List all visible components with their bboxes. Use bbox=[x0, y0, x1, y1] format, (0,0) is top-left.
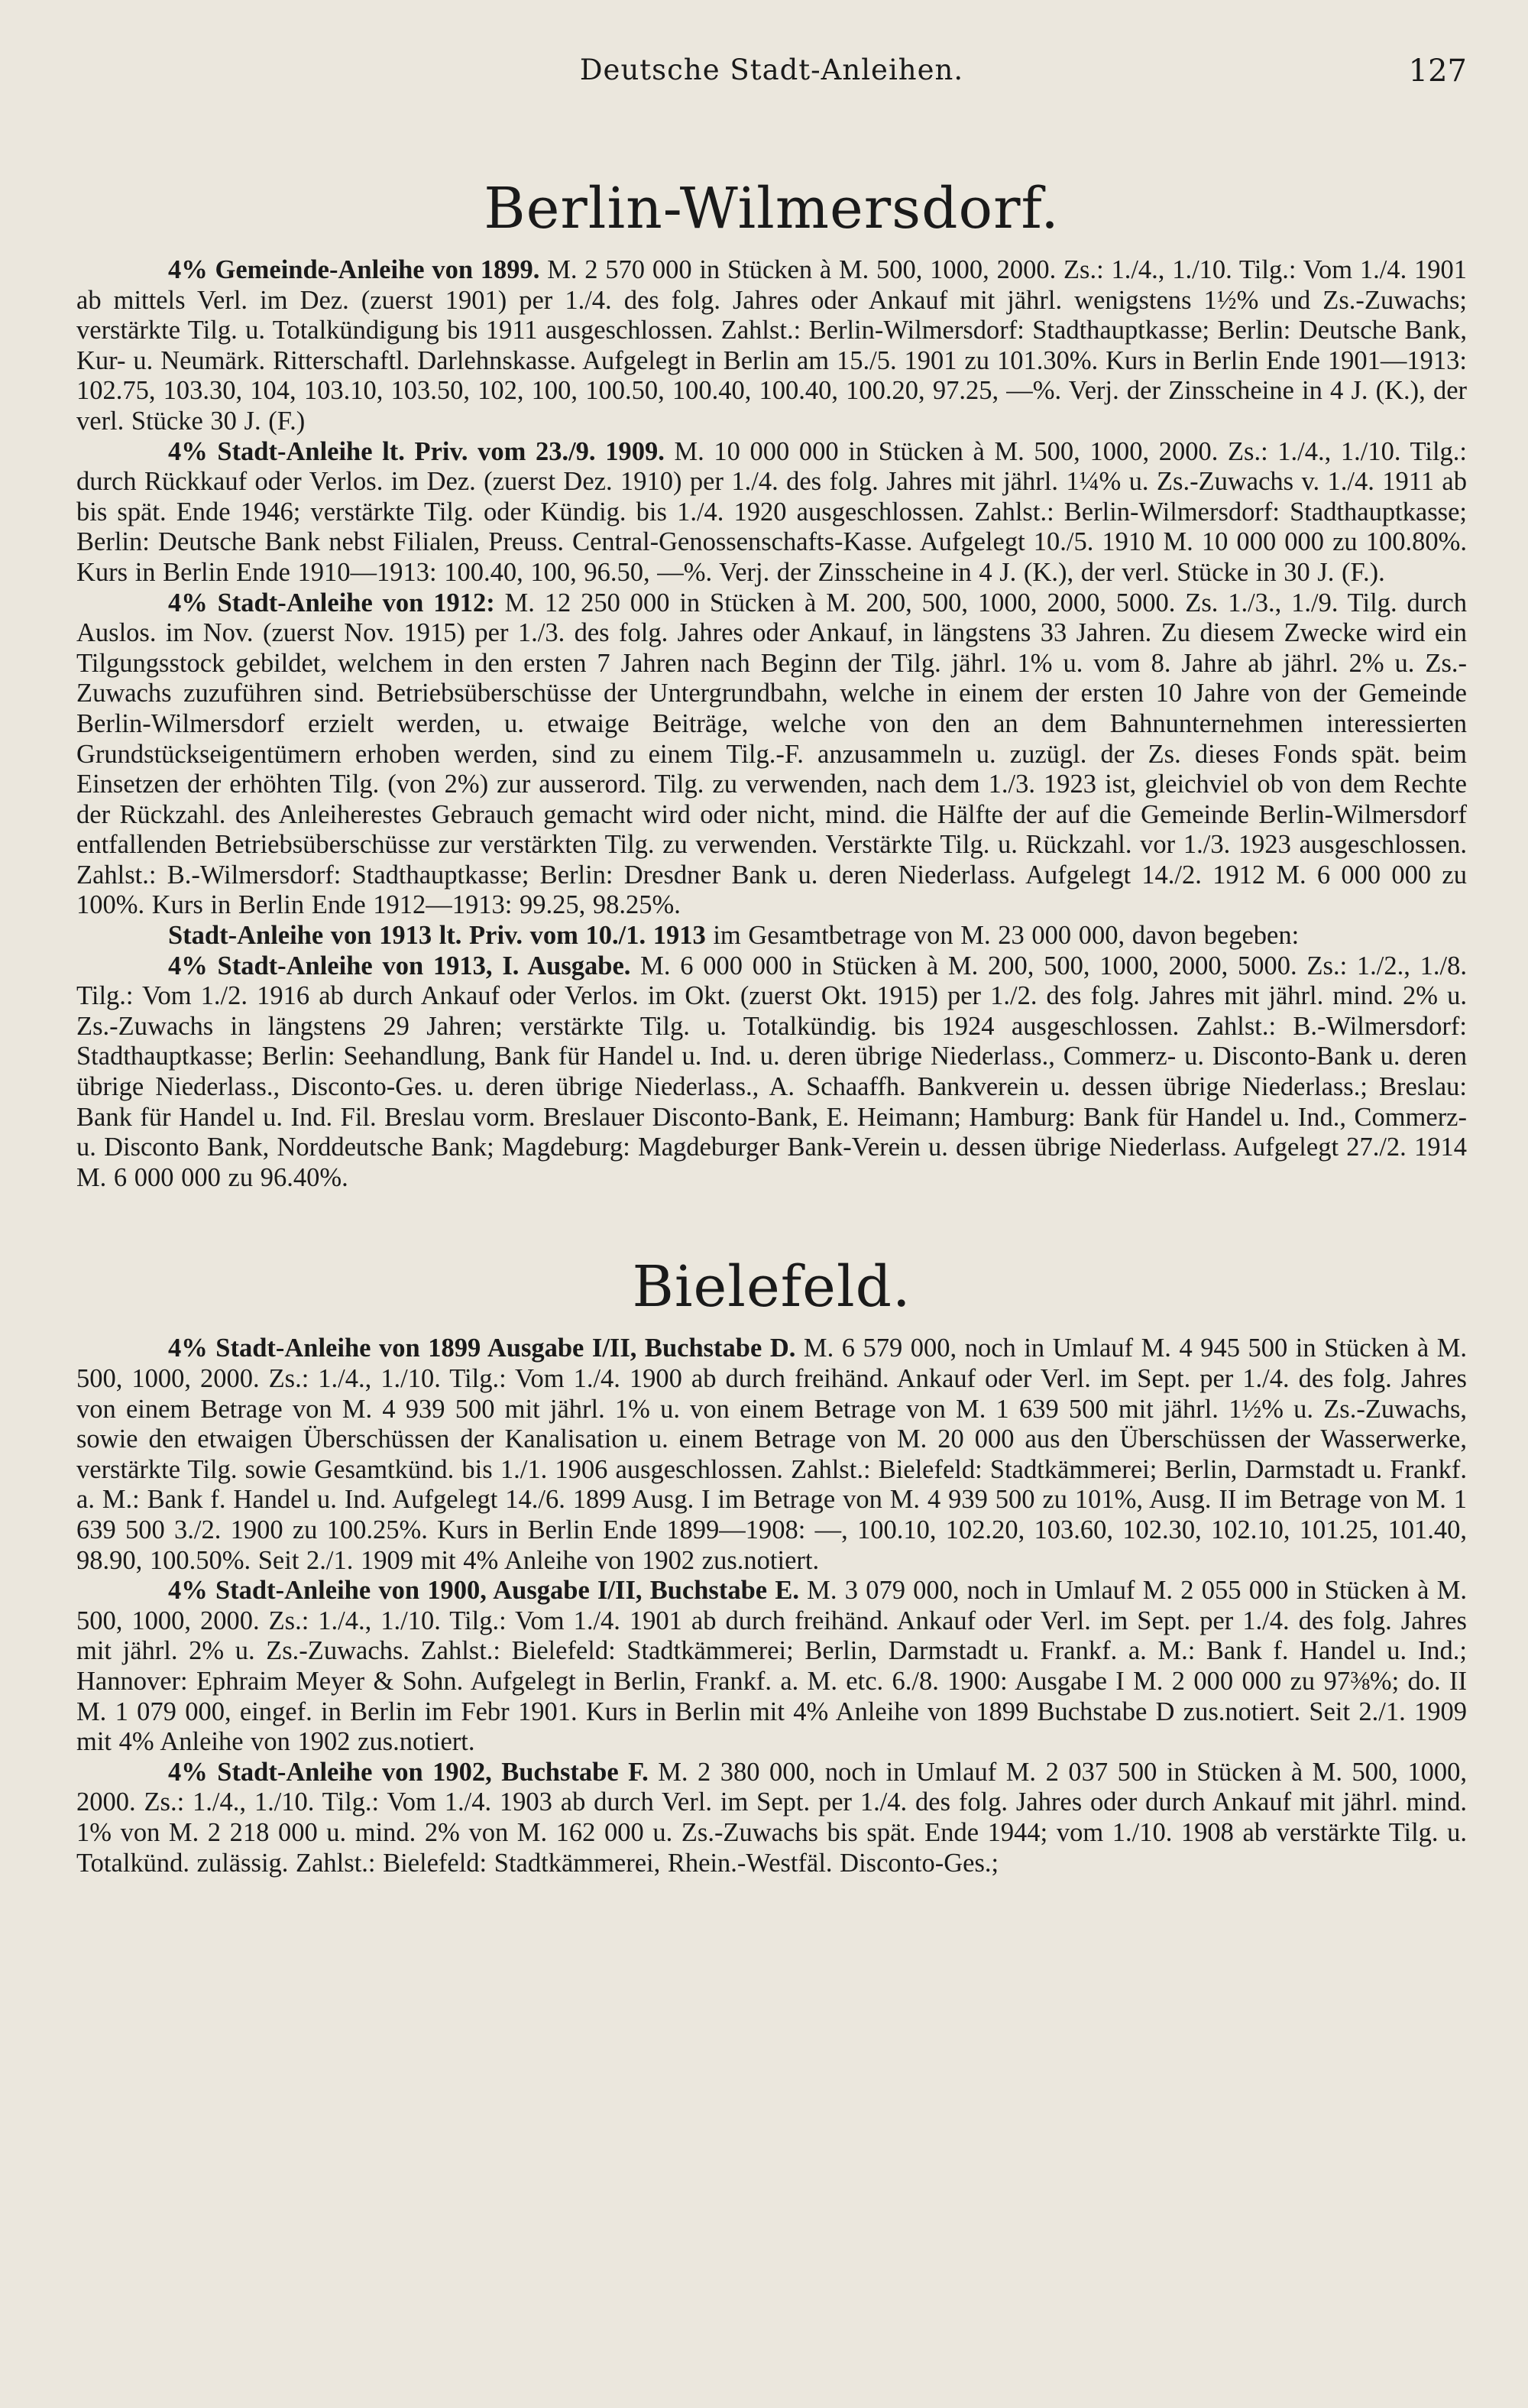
bond-entry-text: M. 6 579 000, noch in Umlauf M. 4 945 500 in Stücken à M. 500, 1000, 2000. Zs.: 1./4., 1./10. Tilg.: Vom 1./4. 1900 ab durch freihänd. Ankauf oder Verl. im Sept. per 1./4. des folg. Jahres von einem Betrage von M. 4 939 500 mit jährl. 1% u. von einem Betrage von M. 1 639 500 mit jährl. 1½% u. Zs.-Zuwachs, sowie den etwaigen Überschüssen der Kanalisation u. einem Betrage von M. 20 000 aus den Überschüssen der Wasserwerke, verstärkte Tilg. sowie Gesamtkünd. bis 1./1. 1906 ausgeschlossen. Zahlst.: Bielefeld: Stadtkämmerei; Berlin, Darmstadt u. Frankf. a. M.: Bank f. Handel u. Ind. Aufgelegt 14./6. 1899 Ausg. I im Betrage von M. 4 939 500 zu 101%, Ausg. II im Betrage von M. 1 639 500 3./2. 1900 zu 100.25%. Kurs in Berlin Ende 1899—1908: —, 100.10, 102.20, 103.60, 102.30, 102.10, 101.25, 101.40, 98.90, 100.50%. Seit 2./1. 1909 mit 4% Anleihe von 1902 zus.notiert. bbox=[76, 1334, 1467, 1575]
bond-entry-text: im Gesamtbetrage von M. 23 000 000, davon begeben: bbox=[705, 921, 1300, 951]
running-title: Deutsche Stadt-Anleihen. bbox=[579, 53, 964, 86]
page-number: 127 bbox=[1408, 53, 1467, 89]
bond-entry-text: M. 6 000 000 in Stücken à M. 200, 500, 1000, 2000, 5000. Zs.: 1./2., 1./8. Tilg.: Vom 1./2. 1916 ab durch Ankauf oder Verlos. im Okt. (zuerst Okt. 1915) per 1./2. des folg. Jahres mit jährl. mind. 2% u. Zs.-Zuwachs in längstens 29 Jahren; verstärkte Tilg. u. Totalkündig. bis 1924 ausgeschlossen. Zahlst.: B.-Wilmersdorf: Stadthauptkasse; Berlin: Seehandlung, Bank für Handel u. Ind. u. deren übrige Niederlass., Commerz- u. Disconto-Bank u. deren übrige Niederlass., Disconto-Ges. u. deren übrige Niederlass., A. Schaaffh. Bankverein u. dessen übrige Niederlass.; Breslau: Bank für Handel u. Ind. Fil. Breslau vorm. Breslauer Disconto-Bank, E. Heimann; Hamburg: Bank für Handel u. Ind., Commerz- u. Disconto Bank, Norddeutsche Bank; Magdeburg: Magdeburger Bank-Verein u. dessen übrige Niederlass. Aufgelegt 27./2. 1914 M. 6 000 000 zu 96.40%. bbox=[76, 951, 1467, 1192]
bond-entry-title: 4% Stadt-Anleihe von 1912: bbox=[168, 588, 495, 617]
bond-entry bbox=[76, 588, 1467, 922]
section-heading-bielefeld: Bielefeld. bbox=[632, 1254, 911, 1321]
section-heading-berlin-wilmersdorf: Berlin-Wilmersdorf. bbox=[484, 176, 1060, 241]
bond-entry bbox=[76, 1334, 1467, 1576]
bond-entry-title: Stadt-Anleihe von 1913 lt. Priv. vom 10./1. 1913 bbox=[168, 921, 706, 951]
bond-entry bbox=[76, 1576, 1467, 1758]
bond-entry-title: 4% Stadt-Anleihe von 1913, I. Ausgabe. bbox=[168, 951, 631, 980]
bond-entry-title: 4% Gemeinde-Anleihe von 1899. bbox=[168, 255, 540, 284]
bond-entry bbox=[76, 921, 1467, 951]
bond-entry-text: M. 10 000 000 in Stücken à M. 500, 1000, 2000. Zs.: 1./4., 1./10. Tilg.: durch Rückkauf oder Verlos. im Dez. (zuerst Dez. 1910) per 1./4. des folg. Jahres mit jährl. 1¼% u. Zs.-Zuwachs v. 1./4. 1911 ab bis spät. Ende 1946; verstärkte Tilg. oder Kündig. bis 1./4. 1920 ausgeschlossen. Zahlst.: Berlin-Wilmersdorf: Stadthauptkasse; Berlin: Deutsche Bank nebst Filialen, Preuss. Central-Genossenschafts-Kasse. Aufgelegt 10./5. 1910 M. 10 000 000 zu 100.80%. Kurs in Berlin Ende 1910—1913: 100.40, 100, 96.50, —%. Verj. der Zinsscheine in 4 J. (K.), der verl. Stücke in 30 J. (F.). bbox=[76, 436, 1467, 587]
bond-entry bbox=[76, 437, 1467, 588]
bond-entry bbox=[76, 1758, 1467, 1878]
bond-entry-text: M. 3 079 000, noch in Umlauf M. 2 055 000 in Stücken à M. 500, 1000, 2000. Zs.: 1./4., 1./10. Tilg.: Vom 1./4. 1901 ab durch freihänd. Ankauf oder Verl. im Sept. per 1./4. des folg. Jahres mit jährl. 2% u. Zs.-Zuwachs. Zahlst.: Bielefeld: Stadtkämmerei; Berlin, Darmstadt u. Frankf. a. M.: Bank f. Handel u. Ind.; Hannover: Ephraim Meyer & Sohn. Aufgelegt in Berlin, Frankf. a. M. etc. 6./8. 1900: Ausgabe I M. 2 000 000 zu 97⅜%; do. II M. 1 079 000, eingef. in Berlin im Febr 1901. Kurs in Berlin mit 4% Anleihe von 1899 Buchstabe D zus.notiert. Seit 2./1. 1909 mit 4% Anleihe von 1902 zus.notiert. bbox=[76, 1576, 1467, 1757]
bond-entry-title: 4% Stadt-Anleihe lt. Priv. vom 23./9. 1909. bbox=[168, 436, 665, 466]
bond-entry bbox=[76, 255, 1467, 437]
bond-entry bbox=[76, 951, 1467, 1194]
bond-entry-title: 4% Stadt-Anleihe von 1899 Ausgabe I/II, Buchstabe D. bbox=[168, 1334, 796, 1363]
bond-entry-title: 4% Stadt-Anleihe von 1900, Ausgabe I/II, Buchstabe E. bbox=[168, 1576, 799, 1606]
bond-entry-text: M. 2 570 000 in Stücken à M. 500, 1000, 2000. Zs.: 1./4., 1./10. Tilg.: Vom 1./4. 1901 ab mittels Verl. im Dez. (zuerst 1901) per 1./4. des folg. Jahres oder Ankauf mit jährl. wenigstens 1½% und Zs.-Zuwachs; verstärkte Tilg. u. Totalkündigung bis 1911 ausgeschlossen. Zahlst.: Berlin-Wilmersdorf: Stadthauptkasse; Berlin: Deutsche Bank, Kur- u. Neumärk. Ritterschaftl. Darlehnskasse. Aufgelegt in Berlin am 15./5. 1901 zu 101.30%. Kurs in Berlin Ende 1901—1913: 102.75, 103.30, 104, 103.10, 103.50, 102, 100, 100.50, 100.40, 100.40, 100.20, 97.25, —%. Verj. der Zinsscheine in 4 J. (K.), der verl. Stücke 30 J. (F.) bbox=[76, 255, 1468, 436]
bond-entry-text: M. 12 250 000 in Stücken à M. 200, 500, 1000, 2000, 5000. Zs. 1./3., 1./9. Tilg. durch Auslos. im Nov. (zuerst Nov. 1915) per 1./3. des folg. Jahres oder Ankauf, in längstens 33 Jahren. Zu diesem Zwecke wird ein Tilgungsstock gebildet, welchem in den ersten 7 Jahren nach Beginn der Tilg. jährl. 1% u. vom 8. Jahre ab jährl. 2% u. Zs.-Zuwachs zuzuführen sind. Betriebsüberschüsse der Untergrundbahn, welche in einem der ersten 10 Jahre von der Gemeinde Berlin-Wilmersdorf erzielt werden, u. etwaige Beiträge, welche von den an dem Bahnunternehmen interessierten Grundstückseigentümern erhoben werden, sind zu einem Tilg.-F. anzusammeln u. zuzügl. der Zs. dieses Fonds spät. beim Einsetzen der erhöhten Tilg. (von 2%) zur ausserord. Tilg. zu verwenden, nach dem 1./3. 1923 ist, gleichviel ob von dem Rechte der Rückzahl. des Anleiherestes Gebrauch gemacht wird oder nicht, mind. die Hälfte der auf die Gemeinde Berlin-Wilmersdorf entfallenden Betriebsüberschüsse zur verstärkten Tilg. zu verwenden. Verstärkte Tilg. u. Rückzahl. vor 1./3. 1923 ausgeschlossen. Zahlst.: B.-Wilmersdorf: Stadthauptkasse; Berlin: Dresdner Bank u. deren Niederlass. Aufgelegt 14./2. 1912 M. 6 000 000 zu 100%. Kurs in Berlin Ende 1912—1913: 99.25, 98.25%. bbox=[76, 588, 1468, 920]
running-header bbox=[76, 53, 1467, 99]
bond-entry-title: 4% Stadt-Anleihe von 1902, Buchstabe F. bbox=[168, 1757, 649, 1787]
bond-entry-text: M. 2 380 000, noch in Umlauf M. 2 037 500 in Stücken à M. 500, 1000, 2000. Zs.: 1./4., 1./10. Tilg.: Vom 1./4. 1903 ab durch Verl. im Sept. per 1./4. des folg. Jahres oder durch Ankauf mit jährl. mind. 1% von M. 2 218 000 u. mind. 2% von M. 162 000 u. Zs.-Zuwachs bis spät. Ende 1944; vom 1./10. 1908 ab verstärkte Tilg. u. Totalkünd. zulässig. Zahlst.: Bielefeld: Stadtkämmerei, Rhein.-Westfäl. Disconto-Ges.; bbox=[76, 1757, 1468, 1878]
